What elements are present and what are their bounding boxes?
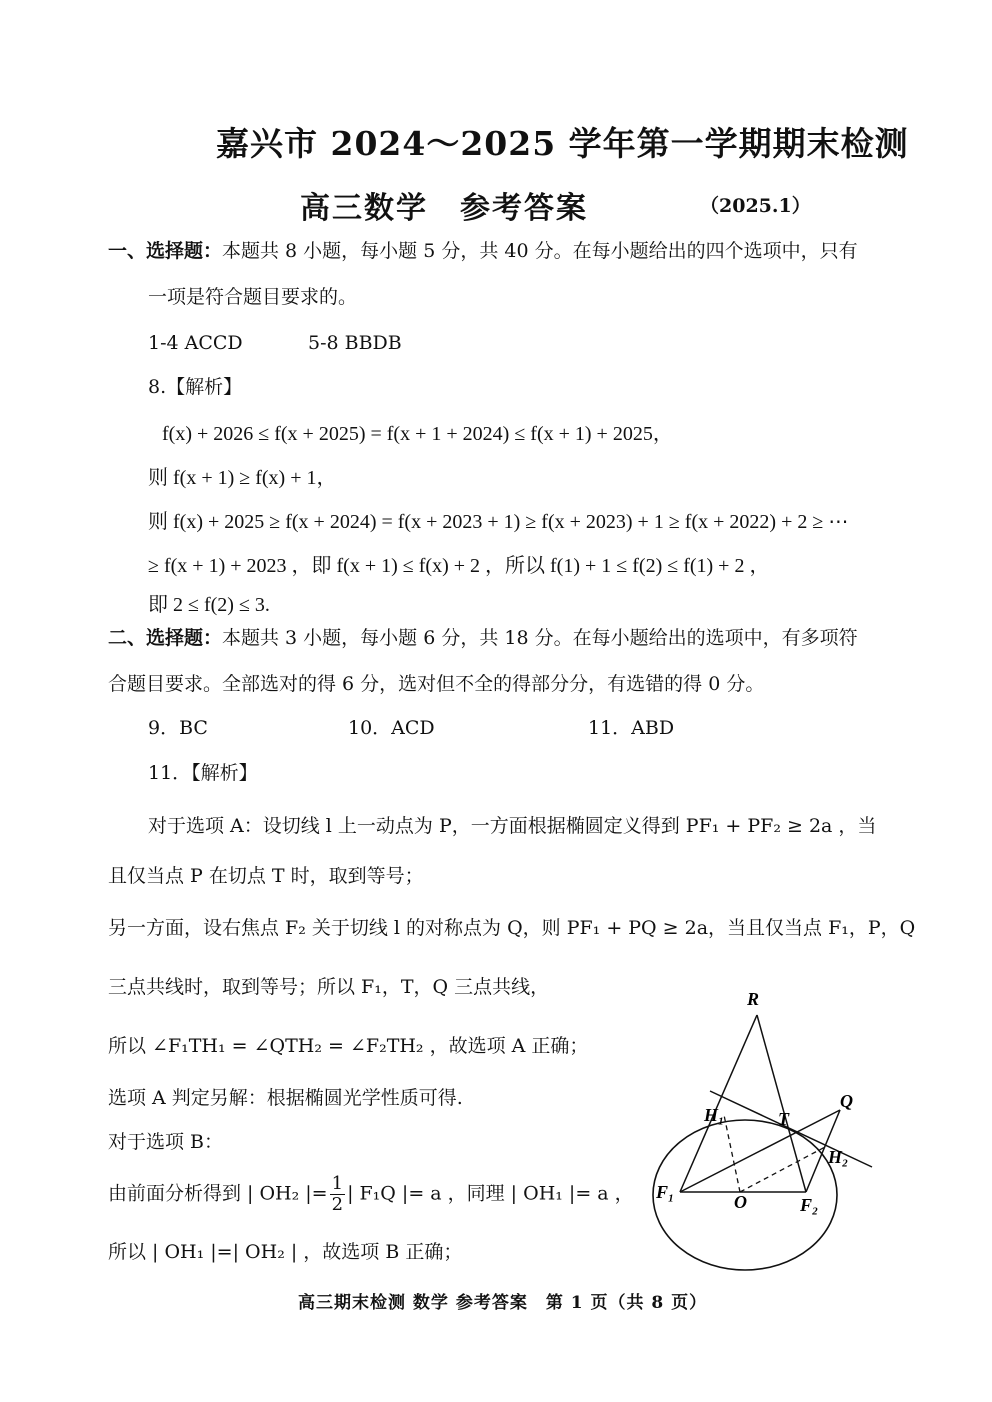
fraction-denominator: 2 — [331, 1194, 344, 1215]
label-r: R — [747, 989, 760, 1009]
section2-line2: 合题目要求。全部选对的得 6 分，选对但不全的得部分分，有选错的得 0 分。 — [108, 673, 765, 695]
option-a-line2: 且仅当点 P 在切点 T 时，取到等号； — [108, 865, 424, 887]
segment-r-f2 — [757, 1015, 806, 1192]
option-a-line4: 三点共线时，取到等号；所以 F₁，T，Q 三点共线， — [108, 976, 550, 998]
analysis-8-label: 8.【解析】 — [148, 376, 243, 398]
page-title: 嘉兴市 2024～2025 学年第一学期期末检测 — [216, 124, 909, 163]
section1-heading: 一、选择题： — [108, 240, 223, 262]
option-b-line1 — [108, 1174, 634, 1215]
one-half-fraction — [330, 1174, 345, 1215]
section2-line1 — [108, 624, 858, 652]
section1-line1 — [108, 237, 858, 265]
label-q: Q — [840, 1091, 853, 1111]
option-b-line1-post: | F₁Q |= a ，同理 | OH₁ |= a ， — [347, 1182, 634, 1205]
option-a-line5: 所以 ∠F₁TH₁ = ∠QTH₂ = ∠F₂TH₂ ，故选项 A 正确； — [108, 1035, 589, 1057]
equation-2: 则 f(x + 1) ≥ f(x) + 1， — [148, 467, 337, 489]
section1-text1: 本题共 8 小题，每小题 5 分，共 40 分。在每小题给出的四个选项中，只有 — [222, 240, 858, 262]
section2-text1: 本题共 3 小题，每小题 6 分，共 18 分。在每小题给出的选项中，有多项符 — [222, 627, 858, 649]
page-subtitle: 高三数学 参考答案 — [300, 191, 588, 226]
label-f1: F₁ — [656, 1182, 675, 1202]
label-h1: H₁ — [704, 1105, 725, 1125]
equation-5: 即 2 ≤ f(2) ≤ 3. — [148, 594, 270, 616]
equation-1: f(x) + 2026 ≤ f(x + 2025) = f(x + 1 + 2024) ≤ f(x + 1) + 2025， — [162, 423, 673, 445]
label-h2: H₂ — [828, 1147, 849, 1167]
answer-11: 11．ABD — [588, 717, 675, 739]
label-f2: F₂ — [800, 1195, 819, 1215]
label-o: O — [734, 1192, 747, 1212]
fraction-numerator: 1 — [331, 1173, 344, 1194]
page-footer: 高三期末检测 数学 参考答案 第 1 页（共 8 页） — [298, 1293, 708, 1313]
equation-4: ≥ f(x + 1) + 2023 ，即 f(x + 1) ≤ f(x) + 2 ，所以 f(1) + 1 ≤ f(2) ≤ f(1) + 2 ， — [148, 555, 770, 577]
section2-heading: 二、选择题： — [108, 627, 223, 649]
exam-date: （2025.1） — [700, 195, 811, 217]
answers-5-8: 5-8 BBDB — [308, 332, 402, 354]
dashed-o-h1 — [724, 1115, 740, 1192]
answer-9: 9．BC — [148, 717, 208, 739]
answers-1-4: 1-4 ACCD — [148, 332, 243, 354]
ellipse-figure — [640, 985, 890, 1275]
label-t: T — [778, 1109, 789, 1129]
dashed-o-h2 — [740, 1147, 825, 1192]
option-b-line1-pre: 由前面分析得到 | OH₂ |= — [108, 1182, 328, 1205]
option-b-line2: 所以 | OH₁ |=| OH₂ | ，故选项 B 正确； — [108, 1241, 463, 1263]
equation-3: 则 f(x) + 2025 ≥ f(x + 2024) = f(x + 2023 + 1) ≥ f(x + 2023) + 1 ≥ f(x + 2022) + 2 ≥ ⋯ — [148, 511, 849, 533]
option-a-line1: 对于选项 A：设切线 l 上一动点为 P，一方面根据椭圆定义得到 PF₁ + PF₂ ≥ 2a ，当 — [148, 815, 877, 837]
section1-line2: 一项是符合题目要求的。 — [148, 286, 358, 308]
segment-r-f1 — [680, 1015, 757, 1192]
analysis-11-label: 11．【解析】 — [148, 762, 258, 784]
option-a-line3: 另一方面，设右焦点 F₂ 关于切线 l 的对称点为 Q，则 PF₁ + PQ ≥ 2a，当且仅当点 F₁，P，Q — [108, 917, 916, 939]
option-a-alt: 选项 A 判定另解：根据椭圆光学性质可得. — [108, 1087, 463, 1109]
answer-10: 10．ACD — [348, 717, 435, 739]
option-b-label: 对于选项 B： — [108, 1131, 224, 1153]
